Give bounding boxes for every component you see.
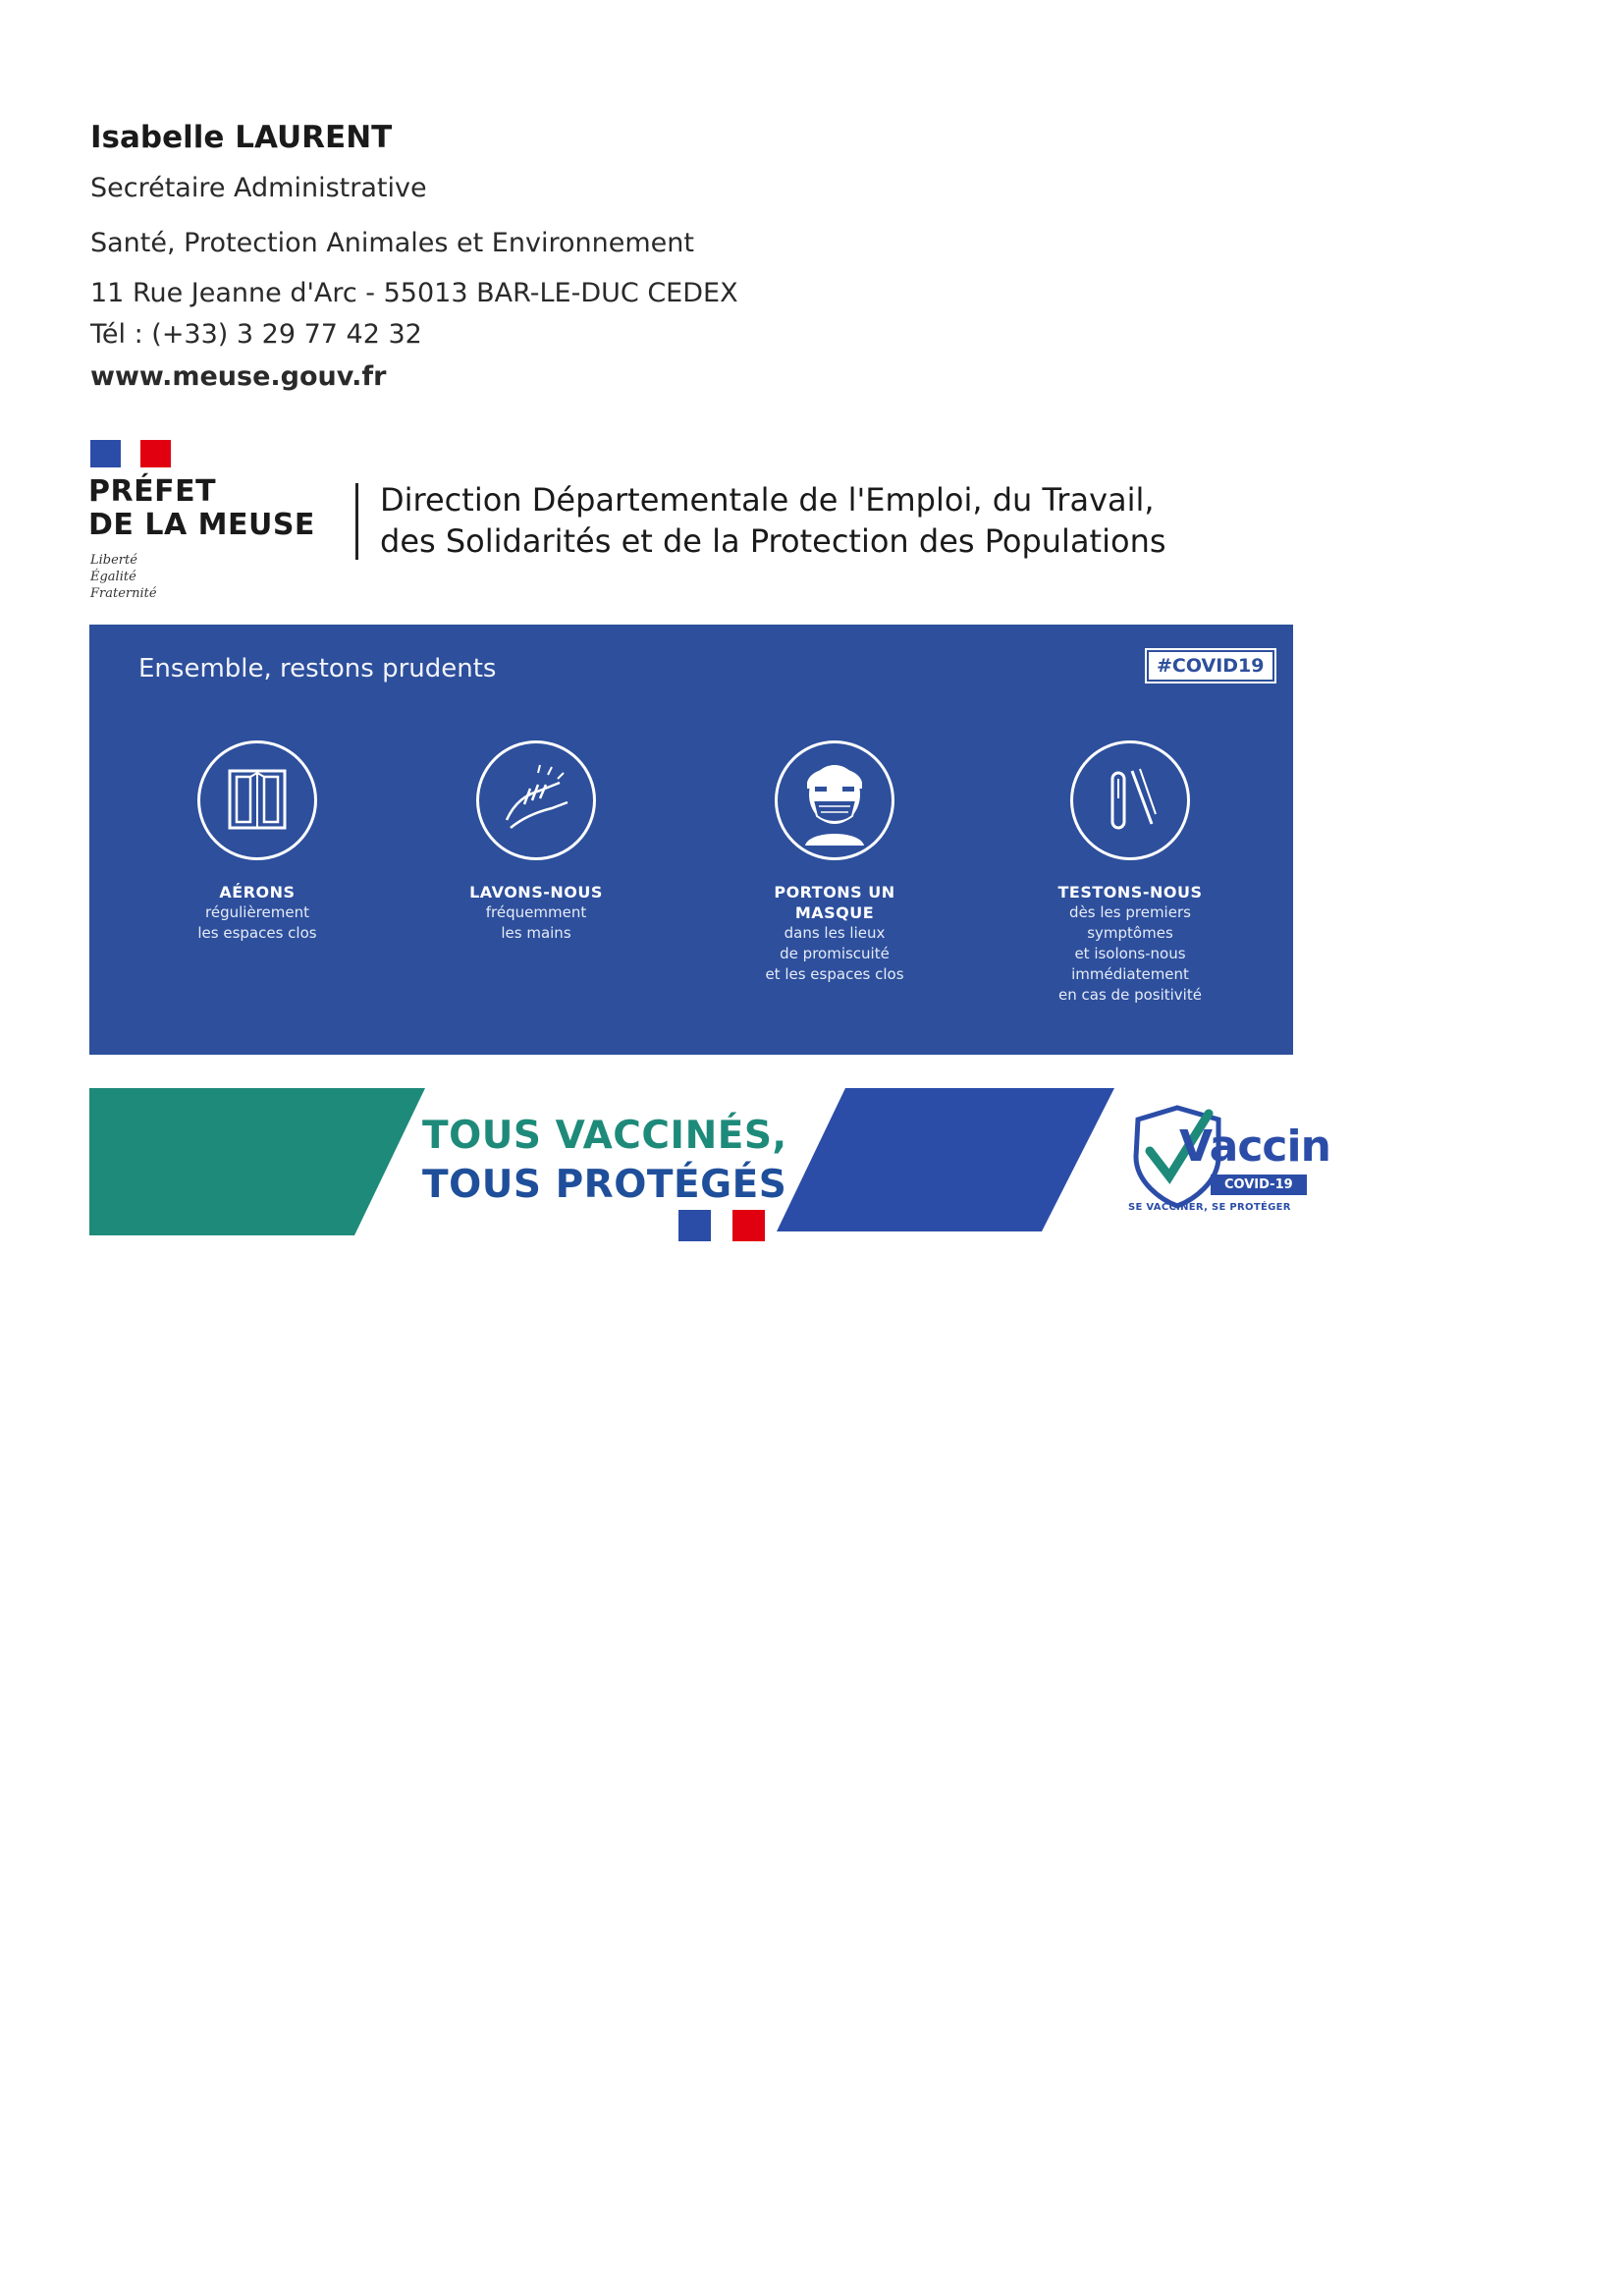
motto-fraternite: Fraternité (90, 586, 157, 601)
prefet-line2: DE LA MEUSE (88, 508, 315, 542)
prefet-line1: PRÉFET (88, 474, 217, 509)
measure-text: et les espaces clos (765, 965, 904, 983)
measure-text: symptômes (1087, 924, 1173, 942)
contact-address: 11 Rue Jeanne d'Arc - 55013 BAR-LE-DUC CEDEX (90, 278, 738, 308)
slogan-line2: TOUS PROTÉGÉS (422, 1163, 787, 1207)
measure-head: LAVONS-NOUS (469, 883, 603, 902)
banner-title: Ensemble, restons prudents (138, 654, 497, 683)
measure-text: les mains (501, 924, 571, 942)
contact-phone: Tél : (+33) 3 29 77 42 32 (90, 319, 422, 350)
motto-liberte: Liberté (90, 553, 137, 568)
measure-text: dès les premiers (1069, 903, 1191, 921)
covid-badge: COVID-19 (1211, 1175, 1307, 1195)
measure-head: AÉRONS (219, 883, 296, 902)
measure-text: fréquemment (485, 903, 587, 921)
measure-head: MASQUE (794, 903, 875, 922)
measure-text: les espaces clos (197, 924, 317, 942)
vaccine-slogan (422, 1112, 787, 1210)
french-flag-icon (678, 1210, 765, 1241)
direction-line2: des Solidarités et de la Protection des Populations (380, 522, 1166, 560)
contact-department: Santé, Protection Animales et Environnement (90, 228, 694, 258)
republic-motto (90, 552, 157, 602)
vaccin-tagline: SE VACCINER, SE PROTÉGER (1128, 1202, 1291, 1213)
measure-text: en cas de positivité (1058, 986, 1202, 1004)
motto-egalite: Égalité (90, 570, 136, 584)
measure-text: immédiatement (1071, 965, 1189, 983)
contact-role: Secrétaire Administrative (90, 173, 427, 203)
handwash-icon (476, 740, 596, 860)
covid-hashtag: #COVID19 (1147, 650, 1274, 682)
blue-parallelogram (777, 1088, 1114, 1231)
mask-icon (775, 740, 894, 860)
measure-head: TESTONS-NOUS (1057, 883, 1203, 902)
measure-portons (687, 740, 982, 985)
measure-text: régulièrement (205, 903, 309, 921)
divider (355, 483, 358, 560)
vaccine-strip (89, 1084, 1330, 1251)
french-flag-logo (90, 440, 171, 467)
slogan-line1: TOUS VACCINÉS, (422, 1114, 787, 1158)
direction-title (380, 479, 1166, 562)
prefet-title (88, 475, 315, 542)
covid-banner (89, 625, 1293, 1055)
measure-head: PORTONS UN (774, 883, 895, 902)
direction-line1: Direction Départementale de l'Emploi, du Travail, (380, 481, 1155, 519)
measure-text: et isolons-nous (1074, 945, 1186, 962)
measure-aerons (110, 740, 405, 944)
measure-testons (983, 740, 1277, 1006)
green-parallelogram (89, 1088, 425, 1235)
measure-lavons (389, 740, 683, 944)
measure-text: dans les lieux (784, 924, 886, 942)
contact-website[interactable]: www.meuse.gouv.fr (90, 361, 387, 392)
vaccin-logo-word: Vaccin (1179, 1121, 1330, 1172)
measure-text: de promiscuité (780, 945, 890, 962)
contact-name: Isabelle LAURENT (90, 120, 393, 155)
window-icon (197, 740, 317, 860)
test-icon (1070, 740, 1190, 860)
